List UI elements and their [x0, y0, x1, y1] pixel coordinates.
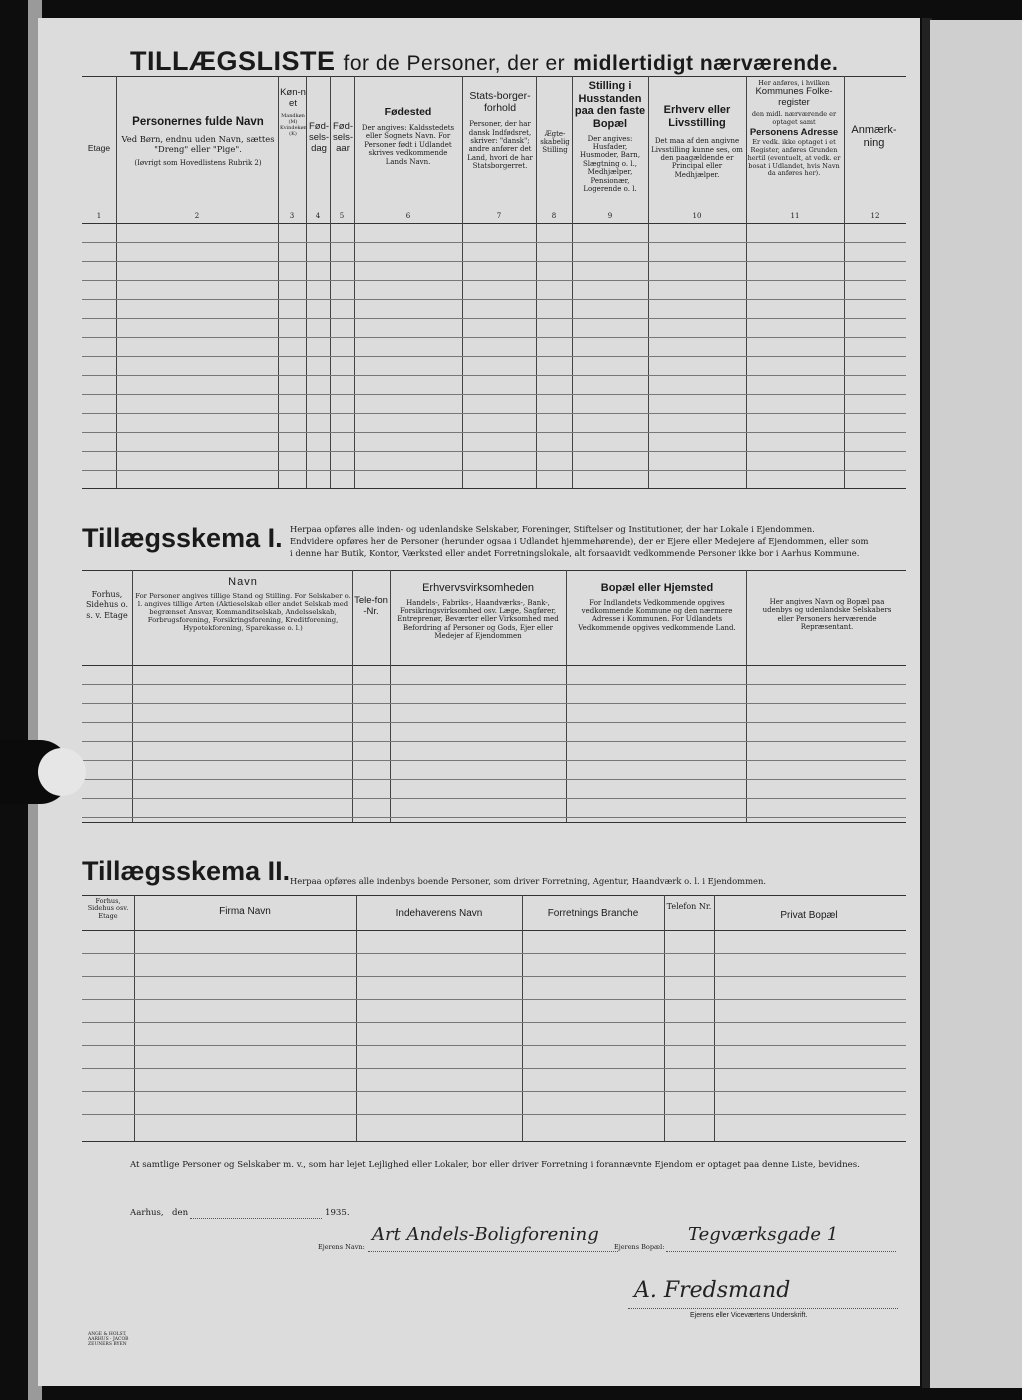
s2-header-phone: Telefon Nr.: [666, 902, 712, 911]
s1-header-business: [392, 582, 564, 641]
s1-header-residence-note: For Indlandets Vedkommende opgives vedkommende Kommune og den nærmere Adresse i Kommunen. For Udlandets Vedkommende opgives vedkommende Land.: [578, 598, 736, 632]
t1-header-gender-note: Mandkøn (M) Kvindekøn (K): [280, 112, 307, 137]
form-page: [38, 18, 920, 1386]
t1-col-number-1: 1: [96, 212, 102, 220]
schema1-line3: i denne har Butik, Kontor, Værksted eller andet Forretningslokale, alt forsaavidt vedkommende Personer ikke bor i Aarhus Kommune.: [290, 548, 860, 558]
t1-col-number-3: 3: [289, 212, 295, 220]
s2-col-divider-4: [664, 895, 665, 1141]
table1-header-rule: [82, 223, 906, 224]
t1-header-birthday: Fød-sels-dag: [308, 121, 330, 154]
s1-row-rule-3: [82, 722, 906, 723]
t1-header-household-label: Stilling i Husstanden paa den faste Bopæl: [574, 80, 646, 130]
signature-line: [628, 1308, 898, 1309]
t1-header-gender: [280, 88, 306, 137]
schema1-line1: Herpaa opføres alle inden- og udenlandske Selskaber, Foreninger, Stiftelser og Institutioner, der har Lokale i Ejendommen.: [290, 524, 815, 534]
signature-label: Ejerens eller Viceværtens Underskrift.: [690, 1312, 808, 1319]
t1-col-number-6: 6: [405, 212, 411, 220]
s1-header-name-label: Navn: [228, 576, 258, 588]
t1-row-rule-6: [82, 337, 906, 338]
footer-year: 1935.: [325, 1208, 350, 1218]
schema2-header-rule: [82, 930, 906, 931]
s1-header-name: [134, 576, 352, 632]
t1-header-name-note: Ved Børn, endnu uden Navn, sættes "Dreng" eller "Pige".: [121, 134, 275, 154]
page-title: [130, 46, 838, 77]
t1-header-occupation-label: Erhverv eller Livsstilling: [663, 104, 731, 129]
t1-header-birthplace: [358, 106, 458, 166]
t1-header-register: [746, 80, 842, 178]
t1-header-gender-label: Køn-net: [280, 87, 306, 109]
s2-col-divider-5: [714, 895, 715, 1141]
footer-den: den: [172, 1208, 189, 1218]
s2-col-divider-3: [522, 895, 523, 1141]
t1-row-rule-7: [82, 356, 906, 357]
t1-row-rule-4: [82, 299, 906, 300]
s1-row-rule-4: [82, 741, 906, 742]
owner-name-label: Ejerens Navn:: [318, 1243, 365, 1251]
printer-mark: ANGE & HOLST, AARHUS · JACOB ZEUNERS BYEN: [88, 1332, 129, 1347]
s2-row-rule-6: [82, 1068, 906, 1069]
s2-header-private: Privat Bopæl: [780, 910, 838, 921]
s1-col-divider-1: [132, 570, 133, 822]
schema1-bottom-rule: [82, 822, 906, 823]
footer-statement: At samtlige Personer og Selskaber m. v., som har lejet Lejlighed eller Lokaler, bor eller driver Forretning i forannævnte Ejendom er optaget paa denne Liste, bevidnes.: [130, 1160, 860, 1170]
s2-row-rule-3: [82, 999, 906, 1000]
t1-header-register-note: den midl. nærværende er optaget samt: [751, 110, 837, 126]
s1-header-business-label: Erhvervsvirksomheden: [422, 582, 534, 594]
s2-header-firm: Firma Navn: [219, 906, 271, 917]
t1-header-name-note2: (Iøvrigt som Hovedlistens Rubrik 2): [134, 158, 262, 167]
s1-header-name-note: For Personer angives tillige Stand og Stilling. For Selskaber o. l. angives tillige Arten (Aktieselskab eller andet Selskab med begrænset Ansvar, Kommanditselskab, Andelsselskab, Forbrugsforening, Forsikringsforening, Kreditforening, Hypotekforening, Sparekasse o. l.): [135, 591, 351, 633]
t1-header-register-label: Kommunes Folke-register: [755, 86, 833, 109]
s2-row-rule-7: [82, 1091, 906, 1092]
footer-date-line: [190, 1218, 322, 1219]
t1-col-divider-8: [572, 76, 573, 488]
s1-col-divider-3: [390, 570, 391, 822]
t1-header-name-label: Personernes fulde Navn: [132, 116, 264, 128]
t1-header-occupation-note: Det maa af den angivne Livsstilling kunne ses, om den paagældende er Principal eller Medhjælper.: [651, 137, 743, 179]
s1-col-divider-2: [352, 570, 353, 822]
owner-name-handwritten: Art Andels-Boligforening: [372, 1224, 599, 1245]
t1-header-citizenship-label: Stats-borger-forhold: [469, 90, 531, 115]
t1-row-rule-12: [82, 451, 906, 452]
s2-header-owner: Indehaverens Navn: [395, 908, 483, 919]
schema2-bottom-rule: [82, 1141, 906, 1142]
t1-row-rule-2: [82, 261, 906, 262]
t1-header-household: [574, 80, 646, 193]
t1-col-divider-9: [648, 76, 649, 488]
binding-clip-highlight: [38, 748, 86, 796]
schema2-top-rule: [82, 895, 906, 896]
s2-row-rule-2: [82, 976, 906, 977]
t1-row-rule-3: [82, 280, 906, 281]
s1-header-phone: Tele-fon-Nr.: [354, 595, 388, 617]
t1-row-rule-1: [82, 242, 906, 243]
t1-col-divider-6: [462, 76, 463, 488]
s2-col-divider-2: [356, 895, 357, 1141]
t1-col-divider-7: [536, 76, 537, 488]
title-sub1: for de Personer, der er: [343, 52, 566, 75]
table1-top-rule: [82, 76, 906, 77]
s1-header-residence: [570, 582, 744, 632]
schema2-title: Tillægsskema II.: [82, 856, 291, 886]
s1-row-rule-5: [82, 760, 906, 761]
t1-header-citizenship-note: Personer, der har dansk Indfødsret, skriver: "dansk"; andre anfører det Land, hvori de har Statsborgerret.: [467, 120, 533, 171]
t1-col-number-7: 7: [496, 212, 502, 220]
t1-header-marital: Ægte-skabelig Stilling: [540, 130, 570, 155]
t1-header-remarks: Anmærk-ning: [851, 124, 897, 149]
owner-addr-label: Ejerens Bopæl:: [614, 1243, 665, 1251]
title-sub2: midlertidigt nærværende.: [573, 52, 839, 75]
t1-header-register-label2: Personens Adresse: [749, 127, 839, 139]
t1-header-birthyear: Fød-sels-aar: [332, 121, 354, 154]
s2-row-rule-4: [82, 1022, 906, 1023]
t1-col-number-4: 4: [315, 212, 321, 220]
t1-row-rule-9: [82, 394, 906, 395]
t1-header-birthplace-note: Der angives: Kaldsstedets eller Sognets Navn. For Personer født i Udlandet skrives vedkommende Lands Navn.: [361, 124, 455, 166]
t1-header-register-note-top: Her anføres, i hvilken: [758, 79, 830, 87]
s2-header-branch: Forretnings Branche: [547, 908, 639, 919]
s2-header-etage: Forhus, Sidehus osv. Etage: [87, 897, 129, 920]
t1-header-name: [118, 116, 278, 167]
t1-header-occupation: [650, 104, 744, 179]
t1-header-register-note3: Er vedk. ikke optaget i et Register, anføres Grunden hertil (eventuelt, at vedk. er bosat i Udlandet, hvis Navn da anføres her).: [747, 138, 841, 178]
schema1-title: Tillægsskema I.: [82, 523, 283, 553]
s1-header-business-note: Handels-, Fabriks-, Haandværks-, Bank-, Forsikringsvirksomhed osv. Læge, Sagfører, Entreprenør, Beværter eller Virksomhed med Befordring af Personer og Gods, Ejer eller Medejer af Ejendommen: [397, 598, 559, 641]
s2-row-rule-5: [82, 1045, 906, 1046]
s1-header-representative: Her angives Navn og Bopæl paa udenbys og udenlandske Selskabers eller Personers herværende Repræsentant.: [762, 598, 892, 632]
s1-row-rule-8: [82, 817, 906, 818]
owner-addr-handwritten: Tegværksgade 1: [688, 1224, 839, 1245]
t1-col-divider-1: [116, 76, 117, 488]
s1-row-rule-7: [82, 798, 906, 799]
title-main: TILLÆGSLISTE: [130, 46, 336, 76]
schema2-line1: Herpaa opføres alle indenbys boende Personer, som driver Forretning, Agentur, Haandværk o. l. i Ejendommen.: [290, 876, 767, 886]
schema1-line2: Endvidere opføres her de Personer (herunder ogsaa i Udlandet hjemmehørende), der er Ejere eller Medejere af Ejendommen, eller som: [290, 536, 869, 546]
owner-name-line: [368, 1251, 618, 1252]
t1-row-rule-11: [82, 432, 906, 433]
t1-row-rule-13: [82, 470, 906, 471]
t1-row-rule-5: [82, 318, 906, 319]
t1-col-number-5: 5: [339, 212, 345, 220]
t1-col-number-11: 11: [790, 212, 800, 220]
s2-col-divider-1: [134, 895, 135, 1141]
owner-addr-line: [666, 1251, 896, 1252]
t1-col-number-8: 8: [551, 212, 557, 220]
s1-col-divider-5: [746, 570, 747, 822]
s2-row-rule-1: [82, 953, 906, 954]
s1-row-rule-2: [82, 703, 906, 704]
t1-row-rule-8: [82, 375, 906, 376]
s1-row-rule-6: [82, 779, 906, 780]
t1-col-number-2: 2: [194, 212, 200, 220]
signature: A. Fredsmand: [634, 1278, 791, 1303]
t1-header-birthplace-label: Fødested: [384, 106, 432, 118]
t1-header-etage: Etage: [87, 143, 111, 153]
t1-row-rule-10: [82, 413, 906, 414]
s1-header-etage: Forhus, Sidehus o. s. v. Etage: [85, 590, 129, 620]
t1-col-number-10: 10: [692, 212, 702, 220]
t1-header-citizenship: [464, 90, 536, 170]
t1-col-number-12: 12: [870, 212, 880, 220]
footer-city: Aarhus,: [130, 1208, 164, 1218]
s2-row-rule-8: [82, 1114, 906, 1115]
s1-col-divider-4: [566, 570, 567, 822]
next-page-edge: [930, 20, 1022, 1388]
table1-bottom-rule: [82, 488, 906, 489]
s1-header-residence-label: Bopæl eller Hjemsted: [600, 582, 714, 594]
s1-row-rule-1: [82, 684, 906, 685]
t1-header-household-note: Der angives: Husfader, Husmoder, Barn, Slægtning o. l., Medhjælper, Pensionær, Logerende o. l.: [579, 134, 641, 193]
schema1-header-rule: [82, 665, 906, 666]
t1-col-number-9: 9: [607, 212, 613, 220]
t1-col-divider-2: [278, 76, 279, 488]
schema1-top-rule: [82, 570, 906, 571]
